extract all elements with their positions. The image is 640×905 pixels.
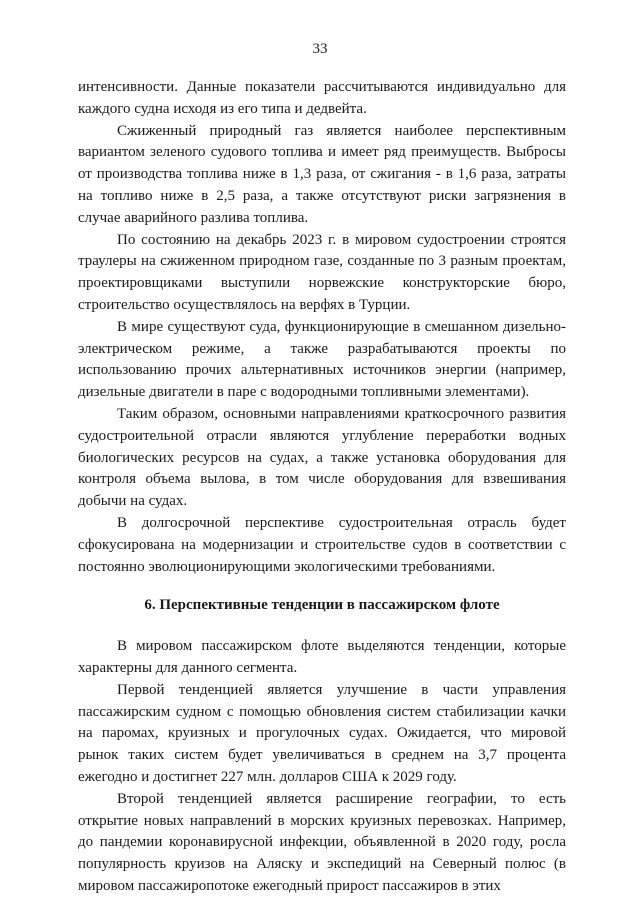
paragraph: Второй тенденцией является расширение географии, то есть открытие новых направлений в морских круизных перевозках. Например, до пандемии коронавирусной инфекции, объявленной в 2020 году, росла популярность круизов на Аляску и экспедиций на Северный полюс (в мировом пассажиропотоке ежегодный прирост пассажиров в этих [78, 790, 566, 894]
body-text [78, 77, 566, 898]
page-number: 33 [312, 41, 328, 57]
paragraph: В долгосрочной перспективе судостроительная отрасль будет сфокусирована на модернизации и строительстве судов в соответствии с постоянно эволюционирующими экологическими требованиями. [78, 514, 566, 575]
section-heading: 6. Перспективные тенденции в пассажирском флоте [144, 597, 500, 614]
paragraph: Первой тенденцией является улучшение в части управления пассажирским судном с помощью обновления систем стабилизации качки на паромах, круизных и прогулочных судах. Ожидается, что мировой рынок таких систем будет увеличиваться в среднем на 3,7 процента ежегодно и достигнет 227 млн. долларов США к 2029 году. [78, 681, 566, 785]
paragraph: Таким образом, основными направлениями краткосрочного развития судостроительной отрасли являются углубление переработки водных биологических ресурсов на судах, а также установка оборудования для контроля объема вылова, в том числе оборудования для взвешивания добычи на судах. [78, 405, 566, 510]
paragraph: Сжиженный природный газ является наиболее перспективным вариантом зеленого судового топлива и имеет ряд преимуществ. Выбросы от производства топлива ниже в 1,3 раза, от сжигания - в 1,6 раза, затраты на топливо ниже в 2,5 раза, а также отсутствуют риски загрязнения в случае аварийного разлива топлива. [78, 122, 566, 226]
paragraph: В мире существуют суда, функционирующие в смешанном дизельно-электрическом режиме, а также разрабатываются проекты по использованию прочих альтернативных источников энергии (например, дизельные двигатели в паре с водородными топливными элементами). [78, 318, 566, 401]
paragraph: интенсивности. Данные показатели рассчитываются индивидуально для каждого судна исходя из его типа и дедвейта. [78, 79, 566, 117]
paragraph: В мировом пассажирском флоте выделяются тенденции, которые характерны для данного сегмента. [78, 638, 566, 676]
paragraph: По состоянию на декабрь 2023 г. в мировом судостроении строятся траулеры на сжиженном природном газе, созданные по 3 разным проектам, проектировщиками выступили норвежские конструкторские бюро, строительство осуществлялось на верфях в Турции. [78, 231, 566, 313]
